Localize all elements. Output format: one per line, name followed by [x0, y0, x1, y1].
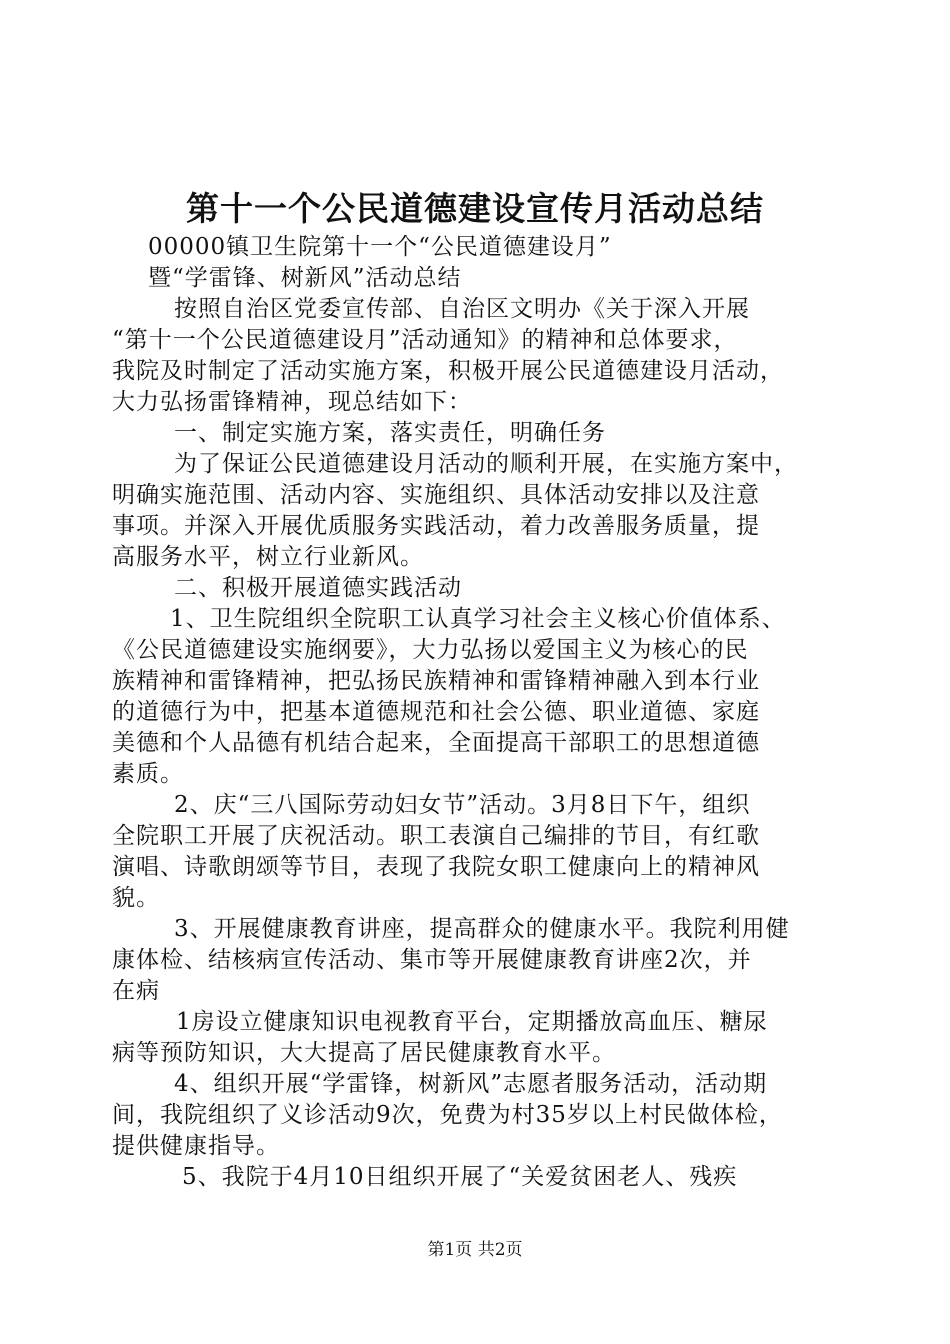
paragraph-line: 全院职工开展了庆祝活动。职工表演自己编排的节目，有红歌 — [112, 823, 760, 849]
paragraph-line: 素质。 — [112, 761, 184, 787]
document-body — [112, 232, 838, 1193]
paragraph-line: 为了保证公民道德建设月活动的顺利开展，在实施方案中， — [174, 451, 798, 477]
subtitle-line-1: 00000镇卫生院第十一个“公民道德建设月” — [148, 234, 612, 260]
paragraph-line: 间，我院组织了义诊活动9次，免费为村35岁以上村民做体检， — [112, 1102, 783, 1128]
section-heading-1: 一、制定实施方案，落实责任，明确任务 — [174, 420, 606, 446]
paragraph-line: 康体检、结核病宣传活动、集市等开展健康教育讲座2次，并 — [112, 947, 752, 973]
paragraph-line: 明确实施范围、活动内容、实施组织、具体活动安排以及注意 — [112, 482, 760, 508]
page-number-footer: 第1页 共2页 — [427, 1240, 523, 1260]
paragraph-line: 2、庆“三八国际劳动妇女节”活动。3月8日下午，组织 — [174, 792, 751, 818]
paragraph-line: 大力弘扬雷锋精神，现总结如下： — [112, 389, 472, 415]
paragraph-line: 提供健康指导。 — [112, 1133, 280, 1159]
section-heading-2: 二、积极开展道德实践活动 — [174, 575, 462, 601]
paragraph-line: “第十一个公民道德建设月”活动通知》的精神和总体要求， — [112, 327, 738, 353]
paragraph-line: 按照自治区党委宣传部、自治区文明办《关于深入开展 — [174, 296, 750, 322]
paragraph-line: 事项。并深入开展优质服务实践活动，着力改善服务质量，提 — [112, 513, 760, 539]
paragraph-line: 3、开展健康教育讲座，提高群众的健康水平。我院利用健 — [174, 916, 790, 942]
paragraph-line: 4、组织开展“学雷锋，树新风”志愿者服务活动，活动期 — [174, 1071, 768, 1097]
paragraph-line: 我院及时制定了活动实施方案，积极开展公民道德建设月活动， — [112, 358, 784, 384]
paragraph-line: 1、卫生院组织全院职工认真学习社会主义核心价值体系、 — [170, 606, 786, 632]
paragraph-line: 美德和个人品德有机结合起来，全面提高干部职工的思想道德 — [112, 730, 760, 756]
paragraph-line: 族精神和雷锋精神，把弘扬民族精神和雷锋精神融入到本行业 — [112, 668, 760, 694]
paragraph-line: 貌。 — [112, 885, 160, 911]
paragraph-line: 5、我院于4月10日组织开展了“关爱贫困老人、残疾 — [182, 1164, 738, 1190]
paragraph-line: 在病 — [112, 978, 160, 1004]
paragraph-line: 的道德行为中，把基本道德规范和社会公德、职业道德、家庭 — [112, 699, 760, 725]
paragraph-line: 病等预防知识，大大提高了居民健康教育水平。 — [112, 1040, 616, 1066]
paragraph-line: 高服务水平，树立行业新风。 — [112, 544, 424, 570]
subtitle-line-2: 暨“学雷锋、树新风”活动总结 — [148, 265, 462, 291]
document-title: 第十一个公民道德建设宣传月活动总结 — [186, 189, 764, 228]
paragraph-line: 1房设立健康知识电视教育平台，定期播放高血压、糖尿 — [176, 1009, 768, 1035]
paragraph-line: 演唱、诗歌朗颂等节目，表现了我院女职工健康向上的精神风 — [112, 854, 760, 880]
paragraph-line: 《公民道德建设实施纲要》，大力弘扬以爱国主义为核心的民 — [112, 637, 749, 663]
